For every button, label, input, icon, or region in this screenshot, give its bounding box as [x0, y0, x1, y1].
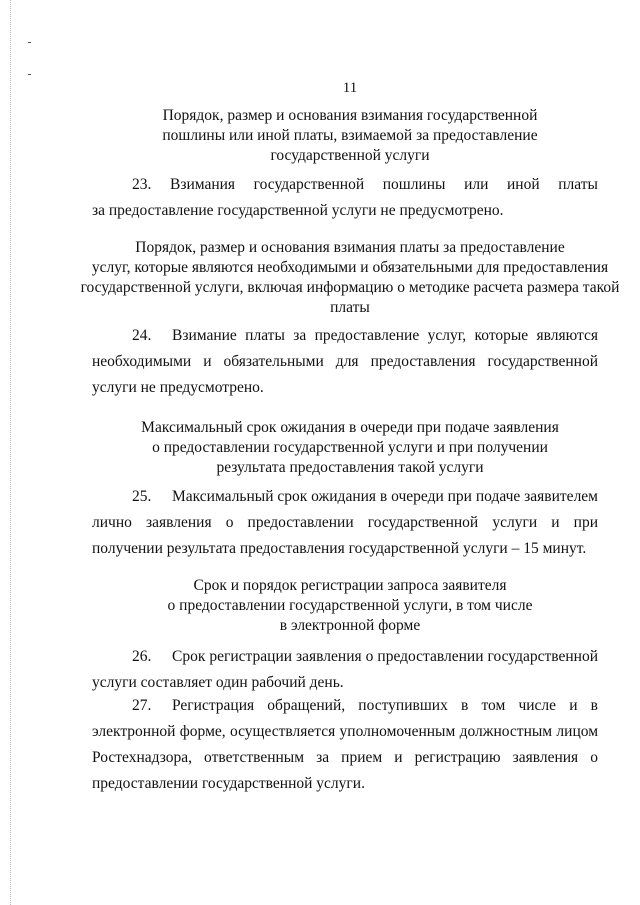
heading-line: о предоставлении государственной услуги, в том числе [167, 597, 533, 614]
heading-line: в электронной форме [279, 617, 421, 634]
heading-line: государственной услуги [270, 147, 430, 164]
paragraph-first-line [92, 172, 598, 198]
heading-line: Порядок, размер и основания взимания государственной [162, 107, 538, 124]
paragraph-number: 26. [132, 648, 152, 665]
paragraph-25 [92, 484, 598, 562]
heading-line: услуг, которые являются необходимыми и обязательными для предоставления [91, 259, 609, 276]
paragraph-number: 23. [132, 176, 152, 193]
paragraph-text: Взимание платы за предоставление услуг, которые являются [172, 327, 598, 344]
paragraph-text: за предоставление государственной услуги не предусмотрено. [92, 202, 504, 219]
heading-line: пошлины или иной платы, взимаемой за предоставление [162, 127, 538, 144]
paragraph-text: лично заявления о предоставлении государственной услуги и при получении результата предоставления государственной услуги – 15 минут. [92, 514, 598, 557]
paragraph-word: иной [507, 176, 540, 193]
paragraph-number: 27. [132, 697, 152, 714]
paragraph-word: Взимания [169, 176, 236, 193]
section-heading [80, 418, 620, 478]
scan-speck [28, 42, 31, 43]
paragraph-24 [92, 323, 598, 401]
paragraph-text: форме, осуществляется уполномоченным должностным лицом Ростехнадзора, ответственным за прием и регистрацию заявления о предоставлении государственной услуги. [92, 723, 599, 792]
section-heading [80, 106, 620, 166]
paragraph-word: пошлины [382, 176, 446, 193]
paragraph-text: Срок регистрации заявления о предоставлении государственной [172, 648, 598, 665]
page-number: 11 [342, 80, 358, 96]
paragraph-27 [92, 693, 598, 797]
scan-edge-artifact [10, 0, 12, 905]
paragraph-number: 24. [132, 327, 152, 344]
heading-line: Порядок, размер и основания взимания платы за предоставление [135, 239, 565, 256]
paragraph-word: или [464, 176, 489, 193]
paragraph-word: государственной [253, 176, 365, 193]
heading-line: результата предоставления такой услуги [216, 459, 484, 476]
heading-line: о предоставлении государственной услуги и при получении [152, 439, 548, 456]
heading-line: платы [330, 299, 370, 316]
paragraph-23 [92, 172, 598, 224]
paragraph-word: платы [558, 176, 598, 193]
paragraph-text: услуги составляет один рабочий день. [92, 674, 344, 691]
section-heading [80, 576, 620, 636]
scan-speck [28, 74, 31, 75]
paragraph-text: Регистрация обращений, поступивших в том числе и в электронной [92, 697, 598, 740]
paragraph-number: 25. [132, 488, 152, 505]
paragraph-text: необходимыми и обязательными для предоставления государственной услуги не предусмотрено. [92, 353, 598, 396]
heading-line: государственной услуги, включая информацию о методике расчета размера такой [80, 279, 620, 296]
section-heading [80, 238, 620, 318]
heading-line: Срок и порядок регистрации запроса заявителя [193, 577, 507, 594]
heading-line: Максимальный срок ожидания в очереди при подаче заявления [141, 419, 559, 436]
paragraph-26 [92, 644, 598, 696]
paragraph-text: Максимальный срок ожидания в очереди при подаче заявителем [172, 488, 598, 505]
